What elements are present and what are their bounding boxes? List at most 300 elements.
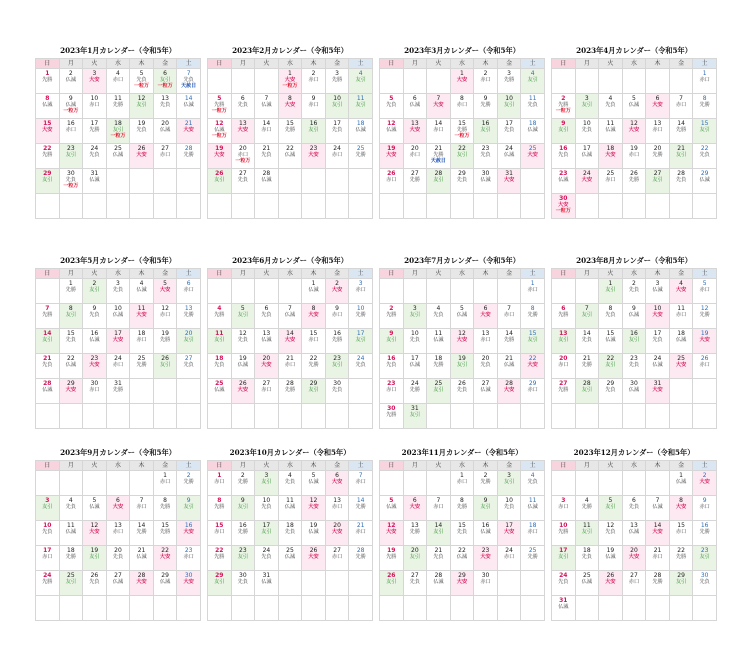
day-cell[interactable] bbox=[497, 169, 521, 194]
day-cell[interactable] bbox=[153, 119, 177, 144]
day-cell[interactable] bbox=[450, 94, 474, 119]
day-cell[interactable] bbox=[83, 546, 107, 571]
day-cell[interactable] bbox=[36, 304, 60, 329]
day-cell[interactable] bbox=[521, 329, 545, 354]
day-cell[interactable] bbox=[177, 496, 201, 521]
day-cell[interactable] bbox=[36, 546, 60, 571]
day-cell[interactable] bbox=[278, 69, 302, 94]
day-cell[interactable] bbox=[693, 496, 717, 521]
day-cell[interactable] bbox=[83, 354, 107, 379]
day-cell[interactable] bbox=[474, 471, 498, 496]
day-cell[interactable] bbox=[278, 304, 302, 329]
day-cell[interactable] bbox=[255, 304, 279, 329]
day-cell[interactable] bbox=[450, 304, 474, 329]
day-cell[interactable] bbox=[497, 94, 521, 119]
day-cell[interactable] bbox=[83, 304, 107, 329]
day-cell[interactable] bbox=[153, 571, 177, 596]
day-cell[interactable] bbox=[208, 329, 232, 354]
day-cell[interactable] bbox=[497, 354, 521, 379]
day-cell[interactable] bbox=[349, 546, 373, 571]
day-cell[interactable] bbox=[646, 144, 670, 169]
day-cell[interactable] bbox=[693, 94, 717, 119]
day-cell[interactable] bbox=[106, 546, 130, 571]
day-cell[interactable] bbox=[552, 194, 576, 219]
day-cell[interactable] bbox=[208, 546, 232, 571]
day-cell[interactable] bbox=[59, 329, 83, 354]
day-cell[interactable] bbox=[622, 354, 646, 379]
day-cell[interactable] bbox=[427, 521, 451, 546]
day-cell[interactable] bbox=[208, 119, 232, 144]
day-cell[interactable] bbox=[646, 379, 670, 404]
day-cell[interactable] bbox=[427, 571, 451, 596]
day-cell[interactable] bbox=[575, 169, 599, 194]
day-cell[interactable] bbox=[231, 571, 255, 596]
day-cell[interactable] bbox=[302, 521, 326, 546]
day-cell[interactable] bbox=[177, 471, 201, 496]
day-cell[interactable] bbox=[403, 169, 427, 194]
day-cell[interactable] bbox=[497, 304, 521, 329]
day-cell[interactable] bbox=[59, 119, 83, 144]
day-cell[interactable] bbox=[380, 169, 404, 194]
day-cell[interactable] bbox=[278, 496, 302, 521]
day-cell[interactable] bbox=[208, 471, 232, 496]
day-cell[interactable] bbox=[59, 169, 83, 194]
day-cell[interactable] bbox=[302, 119, 326, 144]
day-cell[interactable] bbox=[380, 521, 404, 546]
day-cell[interactable] bbox=[255, 144, 279, 169]
day-cell[interactable] bbox=[669, 119, 693, 144]
day-cell[interactable] bbox=[255, 521, 279, 546]
day-cell[interactable] bbox=[36, 144, 60, 169]
day-cell[interactable] bbox=[450, 329, 474, 354]
day-cell[interactable] bbox=[599, 329, 623, 354]
day-cell[interactable] bbox=[130, 279, 154, 304]
day-cell[interactable] bbox=[153, 329, 177, 354]
day-cell[interactable] bbox=[36, 496, 60, 521]
day-cell[interactable] bbox=[450, 119, 474, 144]
day-cell[interactable] bbox=[130, 496, 154, 521]
day-cell[interactable] bbox=[599, 279, 623, 304]
day-cell[interactable] bbox=[302, 329, 326, 354]
day-cell[interactable] bbox=[231, 471, 255, 496]
day-cell[interactable] bbox=[349, 94, 373, 119]
day-cell[interactable] bbox=[130, 329, 154, 354]
day-cell[interactable] bbox=[599, 144, 623, 169]
day-cell[interactable] bbox=[497, 144, 521, 169]
day-cell[interactable] bbox=[177, 304, 201, 329]
day-cell[interactable] bbox=[231, 304, 255, 329]
day-cell[interactable] bbox=[130, 571, 154, 596]
day-cell[interactable] bbox=[59, 279, 83, 304]
day-cell[interactable] bbox=[521, 94, 545, 119]
day-cell[interactable] bbox=[278, 144, 302, 169]
day-cell[interactable] bbox=[231, 546, 255, 571]
day-cell[interactable] bbox=[669, 354, 693, 379]
day-cell[interactable] bbox=[599, 169, 623, 194]
day-cell[interactable] bbox=[474, 144, 498, 169]
day-cell[interactable] bbox=[521, 279, 545, 304]
day-cell[interactable] bbox=[380, 354, 404, 379]
day-cell[interactable] bbox=[130, 69, 154, 94]
day-cell[interactable] bbox=[380, 119, 404, 144]
day-cell[interactable] bbox=[693, 169, 717, 194]
day-cell[interactable] bbox=[255, 329, 279, 354]
day-cell[interactable] bbox=[59, 546, 83, 571]
day-cell[interactable] bbox=[693, 521, 717, 546]
day-cell[interactable] bbox=[521, 119, 545, 144]
day-cell[interactable] bbox=[521, 354, 545, 379]
day-cell[interactable] bbox=[427, 144, 451, 169]
day-cell[interactable] bbox=[255, 546, 279, 571]
day-cell[interactable] bbox=[403, 404, 427, 429]
day-cell[interactable] bbox=[497, 119, 521, 144]
day-cell[interactable] bbox=[693, 69, 717, 94]
day-cell[interactable] bbox=[427, 94, 451, 119]
day-cell[interactable] bbox=[208, 521, 232, 546]
day-cell[interactable] bbox=[106, 69, 130, 94]
day-cell[interactable] bbox=[646, 169, 670, 194]
day-cell[interactable] bbox=[669, 279, 693, 304]
day-cell[interactable] bbox=[450, 169, 474, 194]
day-cell[interactable] bbox=[106, 521, 130, 546]
day-cell[interactable] bbox=[403, 354, 427, 379]
day-cell[interactable] bbox=[83, 521, 107, 546]
day-cell[interactable] bbox=[59, 521, 83, 546]
day-cell[interactable] bbox=[474, 304, 498, 329]
day-cell[interactable] bbox=[474, 329, 498, 354]
day-cell[interactable] bbox=[622, 571, 646, 596]
day-cell[interactable] bbox=[450, 144, 474, 169]
day-cell[interactable] bbox=[153, 144, 177, 169]
day-cell[interactable] bbox=[693, 546, 717, 571]
day-cell[interactable] bbox=[450, 354, 474, 379]
day-cell[interactable] bbox=[325, 521, 349, 546]
day-cell[interactable] bbox=[669, 521, 693, 546]
day-cell[interactable] bbox=[349, 279, 373, 304]
day-cell[interactable] bbox=[59, 496, 83, 521]
day-cell[interactable] bbox=[177, 69, 201, 94]
day-cell[interactable] bbox=[278, 521, 302, 546]
day-cell[interactable] bbox=[474, 546, 498, 571]
day-cell[interactable] bbox=[106, 379, 130, 404]
day-cell[interactable] bbox=[231, 379, 255, 404]
day-cell[interactable] bbox=[403, 329, 427, 354]
day-cell[interactable] bbox=[106, 144, 130, 169]
day-cell[interactable] bbox=[450, 521, 474, 546]
day-cell[interactable] bbox=[153, 521, 177, 546]
day-cell[interactable] bbox=[646, 94, 670, 119]
day-cell[interactable] bbox=[36, 119, 60, 144]
day-cell[interactable] bbox=[403, 521, 427, 546]
day-cell[interactable] bbox=[693, 144, 717, 169]
day-cell[interactable] bbox=[669, 571, 693, 596]
day-cell[interactable] bbox=[521, 304, 545, 329]
day-cell[interactable] bbox=[622, 521, 646, 546]
day-cell[interactable] bbox=[177, 546, 201, 571]
day-cell[interactable] bbox=[83, 169, 107, 194]
day-cell[interactable] bbox=[521, 546, 545, 571]
day-cell[interactable] bbox=[474, 119, 498, 144]
day-cell[interactable] bbox=[646, 546, 670, 571]
day-cell[interactable] bbox=[575, 571, 599, 596]
day-cell[interactable] bbox=[325, 144, 349, 169]
day-cell[interactable] bbox=[427, 546, 451, 571]
day-cell[interactable] bbox=[622, 144, 646, 169]
day-cell[interactable] bbox=[231, 354, 255, 379]
day-cell[interactable] bbox=[380, 304, 404, 329]
day-cell[interactable] bbox=[255, 571, 279, 596]
day-cell[interactable] bbox=[450, 496, 474, 521]
day-cell[interactable] bbox=[177, 94, 201, 119]
day-cell[interactable] bbox=[599, 94, 623, 119]
day-cell[interactable] bbox=[208, 571, 232, 596]
day-cell[interactable] bbox=[208, 304, 232, 329]
day-cell[interactable] bbox=[575, 496, 599, 521]
day-cell[interactable] bbox=[59, 354, 83, 379]
day-cell[interactable] bbox=[450, 69, 474, 94]
day-cell[interactable] bbox=[552, 119, 576, 144]
day-cell[interactable] bbox=[36, 521, 60, 546]
day-cell[interactable] bbox=[575, 379, 599, 404]
day-cell[interactable] bbox=[450, 546, 474, 571]
day-cell[interactable] bbox=[575, 304, 599, 329]
day-cell[interactable] bbox=[177, 354, 201, 379]
day-cell[interactable] bbox=[403, 119, 427, 144]
day-cell[interactable] bbox=[552, 329, 576, 354]
day-cell[interactable] bbox=[474, 571, 498, 596]
day-cell[interactable] bbox=[349, 144, 373, 169]
day-cell[interactable] bbox=[474, 94, 498, 119]
day-cell[interactable] bbox=[403, 496, 427, 521]
day-cell[interactable] bbox=[36, 354, 60, 379]
day-cell[interactable] bbox=[130, 119, 154, 144]
day-cell[interactable] bbox=[130, 546, 154, 571]
day-cell[interactable] bbox=[622, 169, 646, 194]
day-cell[interactable] bbox=[403, 379, 427, 404]
day-cell[interactable] bbox=[497, 546, 521, 571]
day-cell[interactable] bbox=[177, 144, 201, 169]
day-cell[interactable] bbox=[599, 546, 623, 571]
day-cell[interactable] bbox=[36, 379, 60, 404]
day-cell[interactable] bbox=[552, 379, 576, 404]
day-cell[interactable] bbox=[427, 304, 451, 329]
day-cell[interactable] bbox=[403, 94, 427, 119]
day-cell[interactable] bbox=[278, 471, 302, 496]
day-cell[interactable] bbox=[646, 496, 670, 521]
day-cell[interactable] bbox=[177, 119, 201, 144]
day-cell[interactable] bbox=[427, 379, 451, 404]
day-cell[interactable] bbox=[130, 521, 154, 546]
day-cell[interactable] bbox=[208, 169, 232, 194]
day-cell[interactable] bbox=[599, 521, 623, 546]
day-cell[interactable] bbox=[427, 496, 451, 521]
day-cell[interactable] bbox=[255, 169, 279, 194]
day-cell[interactable] bbox=[255, 379, 279, 404]
day-cell[interactable] bbox=[325, 69, 349, 94]
day-cell[interactable] bbox=[36, 169, 60, 194]
day-cell[interactable] bbox=[231, 329, 255, 354]
day-cell[interactable] bbox=[208, 496, 232, 521]
day-cell[interactable] bbox=[83, 144, 107, 169]
day-cell[interactable] bbox=[669, 144, 693, 169]
day-cell[interactable] bbox=[622, 279, 646, 304]
day-cell[interactable] bbox=[552, 521, 576, 546]
day-cell[interactable] bbox=[521, 521, 545, 546]
day-cell[interactable] bbox=[349, 69, 373, 94]
day-cell[interactable] bbox=[599, 496, 623, 521]
day-cell[interactable] bbox=[599, 354, 623, 379]
day-cell[interactable] bbox=[622, 546, 646, 571]
day-cell[interactable] bbox=[552, 304, 576, 329]
day-cell[interactable] bbox=[302, 496, 326, 521]
day-cell[interactable] bbox=[552, 571, 576, 596]
day-cell[interactable] bbox=[427, 354, 451, 379]
day-cell[interactable] bbox=[153, 546, 177, 571]
day-cell[interactable] bbox=[521, 496, 545, 521]
day-cell[interactable] bbox=[325, 329, 349, 354]
day-cell[interactable] bbox=[646, 571, 670, 596]
day-cell[interactable] bbox=[325, 119, 349, 144]
day-cell[interactable] bbox=[231, 119, 255, 144]
day-cell[interactable] bbox=[575, 144, 599, 169]
day-cell[interactable] bbox=[278, 119, 302, 144]
day-cell[interactable] bbox=[106, 329, 130, 354]
day-cell[interactable] bbox=[575, 94, 599, 119]
day-cell[interactable] bbox=[693, 571, 717, 596]
day-cell[interactable] bbox=[474, 169, 498, 194]
day-cell[interactable] bbox=[575, 354, 599, 379]
day-cell[interactable] bbox=[59, 379, 83, 404]
day-cell[interactable] bbox=[646, 119, 670, 144]
day-cell[interactable] bbox=[450, 471, 474, 496]
day-cell[interactable] bbox=[59, 144, 83, 169]
day-cell[interactable] bbox=[325, 279, 349, 304]
day-cell[interactable] bbox=[349, 354, 373, 379]
day-cell[interactable] bbox=[255, 496, 279, 521]
day-cell[interactable] bbox=[521, 144, 545, 169]
day-cell[interactable] bbox=[497, 471, 521, 496]
day-cell[interactable] bbox=[153, 69, 177, 94]
day-cell[interactable] bbox=[83, 329, 107, 354]
day-cell[interactable] bbox=[693, 329, 717, 354]
day-cell[interactable] bbox=[380, 571, 404, 596]
day-cell[interactable] bbox=[349, 304, 373, 329]
day-cell[interactable] bbox=[575, 329, 599, 354]
day-cell[interactable] bbox=[380, 379, 404, 404]
day-cell[interactable] bbox=[552, 596, 576, 621]
day-cell[interactable] bbox=[302, 144, 326, 169]
day-cell[interactable] bbox=[231, 521, 255, 546]
day-cell[interactable] bbox=[325, 354, 349, 379]
day-cell[interactable] bbox=[497, 521, 521, 546]
day-cell[interactable] bbox=[622, 94, 646, 119]
day-cell[interactable] bbox=[83, 496, 107, 521]
day-cell[interactable] bbox=[36, 94, 60, 119]
day-cell[interactable] bbox=[130, 144, 154, 169]
day-cell[interactable] bbox=[474, 379, 498, 404]
day-cell[interactable] bbox=[302, 546, 326, 571]
day-cell[interactable] bbox=[278, 329, 302, 354]
day-cell[interactable] bbox=[427, 329, 451, 354]
day-cell[interactable] bbox=[349, 329, 373, 354]
day-cell[interactable] bbox=[325, 471, 349, 496]
day-cell[interactable] bbox=[106, 94, 130, 119]
day-cell[interactable] bbox=[302, 354, 326, 379]
day-cell[interactable] bbox=[83, 279, 107, 304]
day-cell[interactable] bbox=[599, 304, 623, 329]
day-cell[interactable] bbox=[380, 404, 404, 429]
day-cell[interactable] bbox=[36, 329, 60, 354]
day-cell[interactable] bbox=[622, 119, 646, 144]
day-cell[interactable] bbox=[622, 304, 646, 329]
day-cell[interactable] bbox=[59, 571, 83, 596]
day-cell[interactable] bbox=[302, 69, 326, 94]
day-cell[interactable] bbox=[669, 329, 693, 354]
day-cell[interactable] bbox=[521, 69, 545, 94]
day-cell[interactable] bbox=[693, 354, 717, 379]
day-cell[interactable] bbox=[575, 119, 599, 144]
day-cell[interactable] bbox=[130, 304, 154, 329]
day-cell[interactable] bbox=[231, 496, 255, 521]
day-cell[interactable] bbox=[325, 546, 349, 571]
day-cell[interactable] bbox=[325, 379, 349, 404]
day-cell[interactable] bbox=[622, 379, 646, 404]
day-cell[interactable] bbox=[427, 119, 451, 144]
day-cell[interactable] bbox=[380, 144, 404, 169]
day-cell[interactable] bbox=[278, 379, 302, 404]
day-cell[interactable] bbox=[669, 304, 693, 329]
day-cell[interactable] bbox=[325, 94, 349, 119]
day-cell[interactable] bbox=[208, 94, 232, 119]
day-cell[interactable] bbox=[552, 169, 576, 194]
day-cell[interactable] bbox=[153, 279, 177, 304]
day-cell[interactable] bbox=[255, 354, 279, 379]
day-cell[interactable] bbox=[450, 379, 474, 404]
day-cell[interactable] bbox=[255, 471, 279, 496]
day-cell[interactable] bbox=[36, 571, 60, 596]
day-cell[interactable] bbox=[646, 521, 670, 546]
day-cell[interactable] bbox=[106, 304, 130, 329]
day-cell[interactable] bbox=[302, 304, 326, 329]
day-cell[interactable] bbox=[59, 94, 83, 119]
day-cell[interactable] bbox=[622, 329, 646, 354]
day-cell[interactable] bbox=[669, 169, 693, 194]
day-cell[interactable] bbox=[646, 304, 670, 329]
day-cell[interactable] bbox=[669, 496, 693, 521]
day-cell[interactable] bbox=[106, 496, 130, 521]
day-cell[interactable] bbox=[693, 471, 717, 496]
day-cell[interactable] bbox=[325, 496, 349, 521]
day-cell[interactable] bbox=[106, 119, 130, 144]
day-cell[interactable] bbox=[380, 329, 404, 354]
day-cell[interactable] bbox=[106, 354, 130, 379]
day-cell[interactable] bbox=[83, 69, 107, 94]
day-cell[interactable] bbox=[450, 571, 474, 596]
day-cell[interactable] bbox=[403, 571, 427, 596]
day-cell[interactable] bbox=[693, 279, 717, 304]
day-cell[interactable] bbox=[552, 546, 576, 571]
day-cell[interactable] bbox=[622, 496, 646, 521]
day-cell[interactable] bbox=[552, 354, 576, 379]
day-cell[interactable] bbox=[177, 521, 201, 546]
day-cell[interactable] bbox=[552, 496, 576, 521]
day-cell[interactable] bbox=[497, 329, 521, 354]
day-cell[interactable] bbox=[231, 169, 255, 194]
day-cell[interactable] bbox=[153, 496, 177, 521]
day-cell[interactable] bbox=[278, 354, 302, 379]
day-cell[interactable] bbox=[646, 354, 670, 379]
day-cell[interactable] bbox=[474, 521, 498, 546]
